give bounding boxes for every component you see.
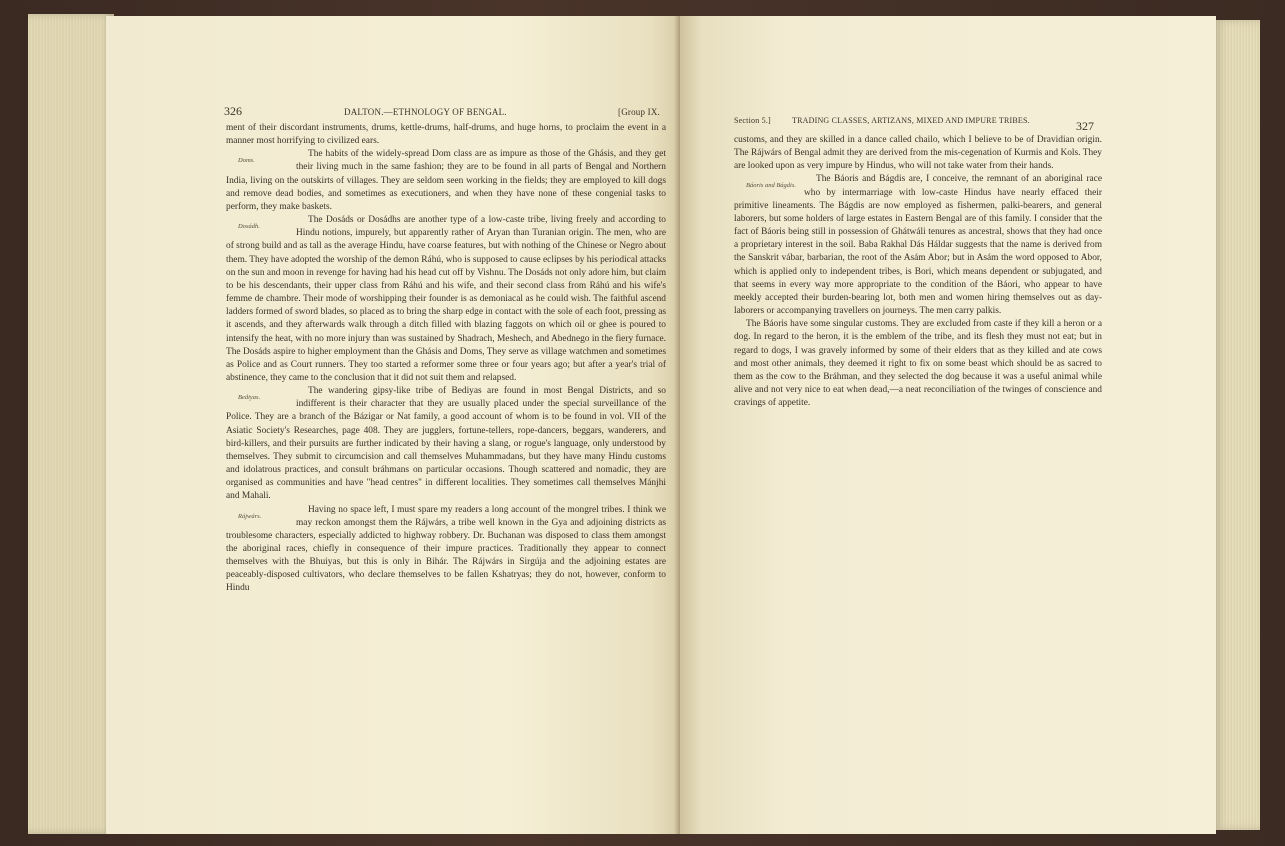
- paragraph-text: The habits of the widely-spread Dom class are as impure as those of the Ghásis, and they get their living much in the same fashion; they are to be found in all parts of Bengal and Northern India, living on the outskirts of villages. They are seldom seen working in the fields; they are employed to kill dogs and remove dead bodies, and sometimes as executioners, and when they have none of these congenial tasks to perform, they make baskets.: [226, 149, 666, 212]
- margin-sidenote: Bediyas.: [238, 394, 261, 402]
- paragraph-text: The wandering gipsy-like tribe of Bediyas are found in most Bengal Districts, and so indifferent is their character that they are usually placed under the special surveillance of the Police. They are a branch of the Bázigar or Nat family, a good account of whom is to be found in vol. VII of the Asiatic Society's Researches, page 408. They are jugglers, fortune-tellers, rope-dancers, beggars, wanderers, and bird-killers, and their pursuits are further indicated by their having a slang, or rogue's language, only understood by themselves. They submit to circumcision and call themselves Muhammadans, but they have many Hindu customs and idolatrous practices, and consult bráhmans on particular occasions. Though scattered and nomadic, they are organised as communities and have "head centres" in different localities. They sometimes call themselves Mánjhi and Mahali.: [226, 386, 666, 502]
- paragraph: [226, 214, 666, 385]
- right-page-edges: [1214, 20, 1260, 830]
- paragraph: [226, 504, 666, 596]
- paragraph: [226, 122, 666, 148]
- margin-sidenote: Báoris and Bágdis.: [746, 182, 797, 190]
- paragraph-text: The Dosáds or Dosádhs are another type of a low-caste tribe, living freely and according to Hindu notions, impurely, but apparently rather of Aryan than Turanian origin. The men, who are of strong build and as tall as the average Hindu, have coarse features, but with nothing of the Chinese or Negro about them. They have adopted the worship of the demon Ráhú, who is supposed to cause eclipses by his periodical attacks on the sun and moon in revenge for having had his head cut off by Vishnu. The Dosáds not only adore him, but claim to be his descendants, their upper class from Ráhú and his wife, and their second class from Ráhú and his wife's femme de chambre. Their mode of worshipping their founder is as demoniacal as he could wish. The faithful ascend ladders formed of sword blades, so placed as to bring the sharp edge in contact with the sole of each foot, pressing as it ascends, and they afterwards walk through a ditch filled with blazing faggots on which oil or ghee is poured to intensify the heat, with no more injury than was sustained by Shadrach, Meshech, and Abednego in the fiery furnace. The Dosáds aspire to higher employment than the Ghásis and Doms, They serve as village watchmen and sometimes as Police and as Court runners. They too started a reformer some three or four years ago; but after a year's trial of abstinence, they came to the conclusion that it did not suit them and relapsed.: [226, 215, 666, 383]
- paragraph: [734, 173, 1102, 318]
- paragraph-text: Having no space left, I must spare my readers a long account of the mongrel tribes. I think we may reckon amongst them the Rájwárs, a tribe well known in the Gya and adjoining districts as troublesome characters, especially addicted to highway robbery. Dr. Buchanan was disposed to class them amongst the aboriginal races, chiefly in consequence of their impure practices. Traditionally they appear to connect themselves with the Bhuiyas, but this is only in Bihár. The Rájwárs in Sirgúja and the adjoining estates are peaceably-disposed cultivators, who declare themselves to be fallen Kshatryas; they do not, however, conform to Hindu: [226, 504, 666, 594]
- right-page-number: 327: [1076, 119, 1094, 133]
- left-page: [106, 16, 680, 834]
- paragraph-text: The Báoris have some singular customs. They are excluded from caste if they kill a heron or a dog. In regard to the heron, it is the emblem of the tribe, and its flesh they must not eat; but in regard to dogs, I was gravely informed by some of their elders that as they killed and ate cows and most other animals, they deemed it right to fix on some beast which should be as sacred to them as the cow to the Bráhman, and they selected the dog because it was a useful animal while alive and not very nice to eat when dead,—a neat reconciliation of the twinges of conscience and cravings of appetite.: [734, 319, 1102, 409]
- paragraph: [734, 318, 1102, 410]
- open-book: [28, 6, 1260, 840]
- right-page: [680, 16, 1216, 834]
- margin-sidenote: Doms.: [238, 157, 255, 165]
- left-running-head: DALTON.—ETHNOLOGY OF BENGAL.: [344, 107, 507, 117]
- right-section-label: Section 5.]: [734, 116, 771, 125]
- paragraph: [226, 148, 666, 214]
- paragraph: [734, 134, 1102, 173]
- paragraph-text: The Báoris and Bágdis are, I conceive, the remnant of an aboriginal race who by intermarriage with low-caste Hindus have nearly effaced their primitive lineaments. The Bágdis are now employed as fishermen, palki-bearers, and general laborers, but some holders of large estates in Eastern Bengal are of this family. I consider that the fact of Báoris being still in possession of Ghátwáli tenures as ancestral, shows that they had once a proprietary interest in the soil. Baba Rakhal Dás Háldar suggests that the name is derived from the Sanskrit vábar, barbarian, the root of the Asám Abor; but in Asám the word opposed to Abor, which is applied only to independent tribes, is Bori, which means dependent or subjugated, and that seems in every way more appropriate to the condition of the Báori, who appear to have meekly accepted their burden-bearing lot, both men and women hiring themselves out as day-laborers or accompanying travellers on journeys. The men carry palkis.: [734, 174, 1102, 317]
- right-page-body: [734, 134, 1102, 410]
- margin-sidenote: Dosádh.: [238, 223, 260, 231]
- paragraph-text: customs, and they are skilled in a dance called chailo, which I believe to be of Dravidian origin. The Rájwárs of Bengal admit they are derived from the mis-cegenation of Kurmis and Kols. They are looked upon as very impure by Hindus, who will not take water from their hands.: [734, 135, 1102, 172]
- left-page-number: 326: [224, 104, 242, 118]
- paragraph-text: ment of their discordant instruments, drums, kettle-drums, half-drums, and huge horns, to proclaim the event in a manner most horrifying to civilized ears.: [226, 123, 666, 147]
- right-running-head: TRADING CLASSES, ARTIZANS, MIXED AND IMPURE TRIBES.: [792, 116, 1030, 125]
- left-page-body: [226, 122, 666, 596]
- left-page-edges: [28, 14, 114, 834]
- margin-sidenote: Rájwárs.: [238, 512, 262, 520]
- left-group-label: [Group IX.: [618, 107, 660, 117]
- paragraph: [226, 385, 666, 503]
